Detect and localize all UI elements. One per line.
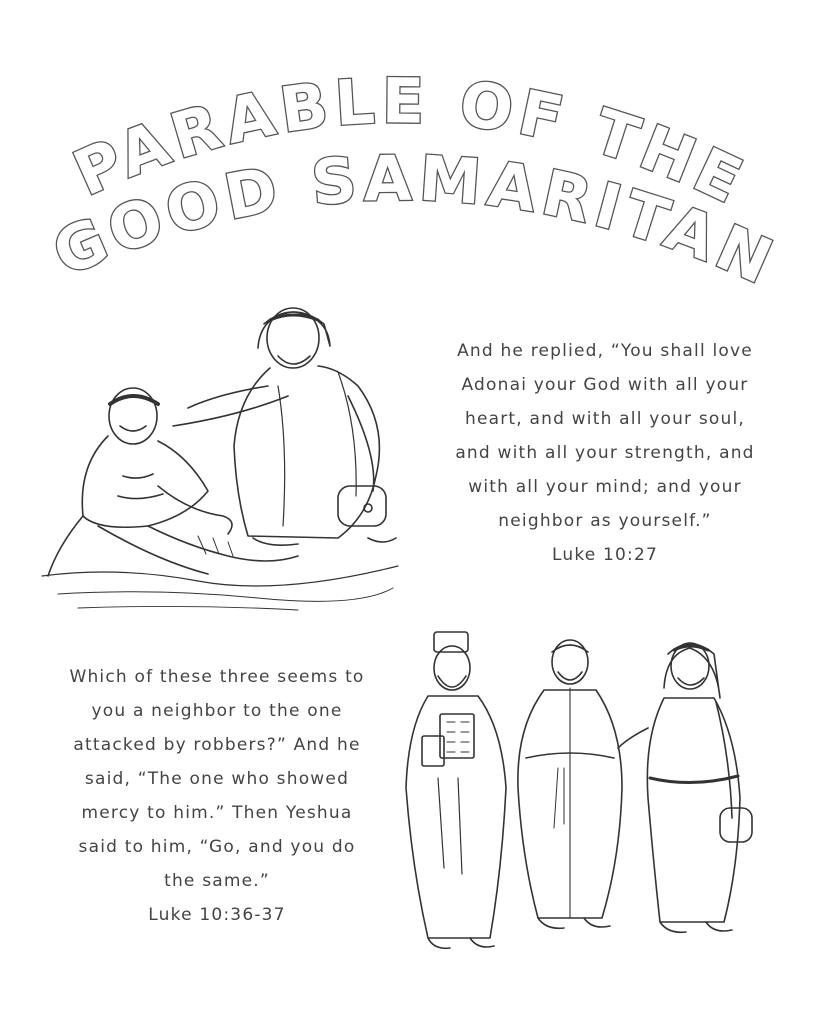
verse-line: And he replied, “You shall love: [457, 341, 753, 361]
verse-line: heart, and with all your soul,: [464, 409, 746, 429]
verse-line: and with all your strength, and: [455, 443, 755, 463]
samaritan-tending-wounded-man-illustration: [38, 276, 404, 616]
verse-line: you a neighbor to the one: [91, 701, 343, 721]
verse-line: the same.”: [164, 871, 270, 891]
three-men-priest-levite-samaritan-illustration: [398, 618, 760, 978]
verse-line: mercy to him.” Then Yeshua: [81, 803, 353, 823]
page-title: [0, 0, 816, 290]
verse-line: neighbor as yourself.”: [498, 511, 712, 531]
samaritan-figure: [618, 643, 752, 932]
verse-line: attacked by robbers?” And he: [73, 735, 361, 755]
verse-luke-10-27: [420, 334, 790, 572]
verse-line: Which of these three seems to: [69, 667, 365, 687]
verse-line: Adonai your God with all your: [461, 375, 749, 395]
verse-line: said to him, “Go, and you do: [78, 837, 356, 857]
verse-line: with all your mind; and your: [468, 477, 742, 497]
verse-luke-10-36-37: [44, 660, 390, 932]
priest-figure: [406, 632, 506, 948]
levite-figure: [518, 640, 622, 928]
title-line-1: PARABLE OF THE: [63, 64, 758, 220]
verse-reference: Luke 10:27: [551, 545, 659, 565]
verse-reference: Luke 10:36-37: [148, 905, 286, 925]
title-line-2: GOOD SAMARITAN: [42, 141, 788, 290]
verse-line: said, “The one who showed: [84, 769, 350, 789]
